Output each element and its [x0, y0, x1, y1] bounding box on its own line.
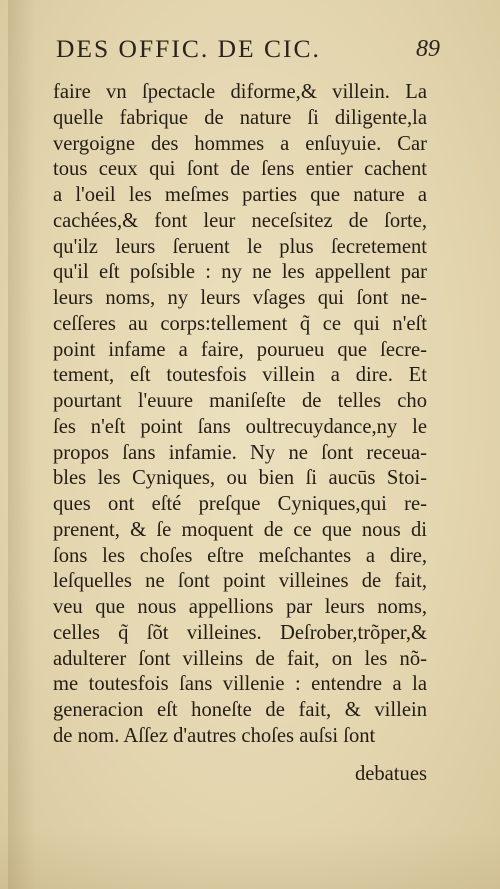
text-line: qu'ilz leurs ſeruent le plus ſecretement — [53, 235, 427, 258]
running-head — [56, 34, 440, 68]
text-line: faire vn ſpectacle diforme,& villein. La — [53, 81, 427, 103]
text-line: pourtant l'euure maniſeſte de telles cho — [53, 390, 427, 412]
text-line: generacion eſt honeſte de fait, & villein — [53, 699, 427, 721]
running-title: DES OFFIC. DE CIC. — [56, 34, 321, 63]
text-line: point infame a faire, pourueu que ſecre- — [53, 338, 427, 361]
page-number: 89 — [416, 36, 440, 62]
text-line: tement, eſt toutesfois villein a dire. Et — [53, 364, 427, 387]
text-line: me toutesfois ſans villenie : entendre a la — [53, 673, 427, 696]
text-line: tous ceux qui ſont de ſens entier cachent — [53, 158, 427, 181]
text-line: ſes n'eſt point ſans oultrecuydance,ny le — [53, 415, 427, 438]
catchword: debatues — [354, 763, 427, 785]
text-line: vergoigne des hommes a enſuyuie. Car — [53, 132, 427, 155]
text-line: ſons les choſes eſtre meſchantes a dire, — [53, 544, 427, 567]
text-line: a l'oeil les meſmes parties que nature a — [53, 184, 427, 206]
text-line: veu que nous appellions par leurs noms, — [53, 596, 427, 618]
text-line: prenent, & ſe moquent de ce que nous di — [53, 518, 427, 541]
text-line: celles q̃ ſõt villeines. Deſrober,trõper,& — [53, 621, 427, 644]
text-line: leſquelles ne ſont point villeines de fait, — [53, 570, 427, 593]
text-line: propos ſans infamie. Ny ne ſont receua- — [53, 441, 427, 464]
text-line: leurs noms, ny leurs vſages qui ſont ne- — [53, 287, 427, 309]
text-line: ques ont eſté preſque Cyniques,qui re- — [53, 493, 427, 515]
text-line: de nom. Aſſez d'autres choſes auſsi ſont — [53, 724, 376, 747]
text-line: ceſſeres au corps:tellement q̃ ce qui n'eſt — [53, 312, 427, 335]
text-line: adulterer ſont villeins de fait, on les nõ- — [53, 647, 427, 670]
text-line: qu'il eſt poſsible : ny ne les appellent par — [53, 261, 427, 284]
text-line: bles les Cyniques, ou bien ſi aucūs Stoi- — [53, 467, 427, 490]
text-line: quelle fabrique de nature ſi diligente,la — [53, 106, 427, 129]
text-line: cachées,& font leur neceſsitez de ſorte, — [53, 209, 427, 232]
body-text — [53, 80, 427, 750]
